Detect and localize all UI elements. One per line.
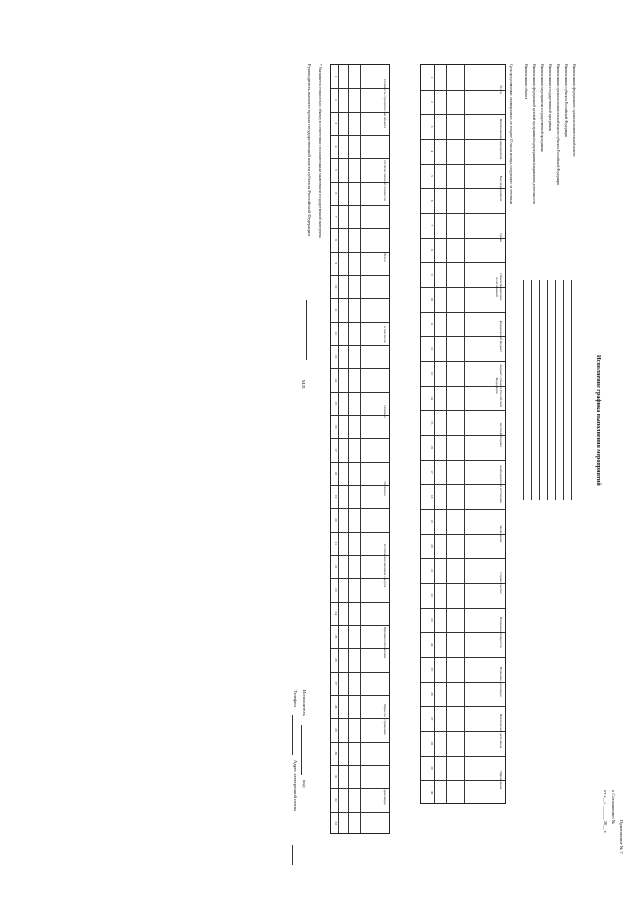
column-header: местный бюджет — [499, 422, 503, 448]
column-number: 24 — [334, 611, 338, 616]
executor-code: (код) — [302, 780, 306, 788]
column-number: 16 — [430, 445, 434, 450]
column-header: внебюджетные источники — [499, 465, 503, 504]
column-header: Фактическая дата ввода — [499, 713, 503, 749]
column-number: 6 — [430, 199, 434, 202]
column-number: 19 — [430, 519, 434, 524]
column-number: 1 — [430, 76, 434, 79]
column-number: 20 — [334, 518, 338, 522]
column-number: 20 — [430, 544, 434, 548]
header-field-label: Наименование субъекта Российской Федерации — [564, 64, 568, 138]
column-number: 8 — [430, 249, 434, 251]
column-number: 4 — [430, 150, 434, 153]
column-header: в том числе — [383, 326, 387, 343]
column-header: Остаток неосвоенных средств — [383, 543, 387, 588]
executor-label: Исполнитель — [302, 690, 307, 716]
column-number: 29 — [334, 728, 338, 732]
column-number: 30 — [334, 751, 338, 756]
header-field-label: Наименование государственной программы — [548, 64, 552, 132]
footnote: * Указывается стоимость по объекту в соответствии с положительным заключением государственной экспертизы — [318, 64, 322, 238]
column-number: 33 — [334, 821, 338, 826]
header-field-label: Наименование объекта — [524, 64, 528, 100]
column-number: 13 — [430, 371, 434, 376]
column-number: 5 — [334, 169, 338, 171]
column-number: 26 — [430, 692, 434, 696]
row-divider — [464, 65, 465, 803]
seal-label: М.П. — [301, 380, 306, 390]
column-number: 28 — [430, 741, 434, 746]
column-number: 6 — [334, 192, 338, 195]
column-number: 22 — [430, 593, 434, 598]
column-number: 1 — [334, 75, 338, 78]
column-number: 2 — [334, 99, 338, 101]
email-label: Адрес электронной почты — [293, 760, 298, 812]
column-header: Примечание — [499, 771, 503, 790]
column-number: 16 — [334, 424, 338, 429]
column-number: 14 — [334, 378, 338, 382]
column-number: 31 — [334, 774, 338, 779]
signature-line — [306, 300, 307, 360]
column-header: Вид мероприятия — [499, 175, 503, 202]
header-field-line — [555, 280, 556, 500]
appendix-date: от «__» ______ 20__ г. — [603, 790, 608, 834]
header-field-line — [539, 280, 540, 500]
column-number: 7 — [430, 224, 434, 227]
column-header: Всего — [383, 253, 387, 262]
column-header: Наименование мероприятия — [499, 118, 503, 160]
page-title: Исполнение графика выполнения мероприятий — [595, 355, 601, 486]
column-number: 10 — [334, 284, 338, 289]
column-number: 23 — [430, 618, 434, 622]
head-signature-label: Руководитель высшего органа государственной власти субъекта Российской Федерации — [307, 64, 312, 236]
column-number: 9 — [430, 273, 434, 276]
header-field-label: Наименование федеральной целевой программы/подпрограммы/направления деятельности — [532, 64, 536, 205]
column-header: Сроки — [499, 233, 503, 243]
column-number: 15 — [334, 401, 338, 406]
column-number: 25 — [430, 667, 434, 672]
column-number: 8 — [334, 239, 338, 241]
column-number: 18 — [430, 494, 434, 499]
appendix-reference: к Соглашению № — [611, 790, 616, 825]
column-number: 3 — [334, 122, 338, 125]
column-number: 27 — [430, 716, 434, 721]
column-number: 32 — [334, 798, 338, 802]
header-field-line — [531, 280, 532, 500]
period-line: Срок представления: ежеквартально, не позднее 15 числа месяца, следующего за отчетным — [509, 64, 513, 204]
column-header: Вводимые мощности — [499, 617, 503, 648]
column-number: 18 — [334, 471, 338, 476]
column-number: 26 — [334, 658, 338, 662]
column-header: Остаток сметной стоимости — [383, 160, 387, 201]
header-field-line — [571, 280, 572, 500]
column-number: 11 — [430, 322, 434, 326]
column-number: 21 — [430, 568, 434, 573]
column-header: Стоимость строительства объекта — [383, 78, 387, 129]
column-number: 19 — [334, 494, 338, 499]
header-field-line — [523, 280, 524, 500]
row-divider — [338, 65, 339, 833]
column-header: Срок ввода — [383, 788, 387, 805]
header-field-label: Наименование органа исполнительной власти субъекта Российской Федерации — [556, 64, 560, 186]
column-number: 3 — [430, 125, 434, 128]
column-header: Заключение — [499, 525, 503, 543]
column-number: 24 — [430, 642, 434, 647]
column-number: 27 — [334, 681, 338, 686]
header-field-label: Наименование федерального органа исполнительной власти — [572, 64, 576, 157]
column-number: 2 — [430, 101, 434, 103]
row-divider — [360, 65, 361, 833]
column-number: 15 — [430, 420, 434, 425]
email-line — [292, 845, 293, 865]
header-field-line — [563, 280, 564, 500]
column-header: Причины отклонения — [383, 626, 387, 659]
column-header: Меры по устранению — [383, 703, 387, 736]
column-number: 29 — [430, 766, 434, 770]
appendix-label: Приложение № 7 — [619, 820, 624, 854]
table-1 — [420, 64, 506, 804]
column-header: бюджет субъекта Российской Федерации — [495, 364, 503, 407]
column-header: № п/п — [499, 85, 503, 94]
column-number: 7 — [334, 215, 338, 218]
column-number: 21 — [334, 541, 338, 546]
phone-label: Телефон — [293, 690, 298, 707]
column-number: 11 — [334, 308, 338, 312]
column-header: Плановая дата ввода — [499, 666, 503, 697]
column-number: 25 — [334, 634, 338, 639]
column-header: федеральный бюджет — [499, 320, 503, 352]
column-header: Оплачено — [383, 481, 387, 496]
phone-line — [292, 715, 293, 755]
column-number: 17 — [430, 470, 434, 474]
column-number: 4 — [334, 145, 338, 148]
column-number: 13 — [334, 354, 338, 359]
column-header: Объем бюджетных ассигнований — [495, 273, 503, 301]
row-divider — [446, 65, 447, 803]
column-number: 28 — [334, 704, 338, 709]
column-number: 10 — [430, 297, 434, 302]
row-divider — [348, 65, 349, 833]
column-number: 30 — [430, 790, 434, 795]
executor-line — [301, 725, 302, 775]
column-header: Строительство — [499, 572, 503, 594]
column-number: 12 — [430, 346, 434, 351]
table-2 — [330, 64, 390, 834]
column-number: 23 — [334, 588, 338, 592]
header-field-line — [547, 280, 548, 500]
header-field-label: Наименование мероприятия государственной программы — [540, 64, 544, 152]
column-number: 12 — [334, 331, 338, 336]
column-number: 5 — [430, 175, 434, 177]
column-header: Освоено — [383, 405, 387, 418]
column-number: 22 — [334, 564, 338, 569]
column-number: 17 — [334, 448, 338, 452]
column-number: 14 — [430, 396, 434, 400]
column-number: 9 — [334, 262, 338, 265]
row-divider — [434, 65, 435, 803]
